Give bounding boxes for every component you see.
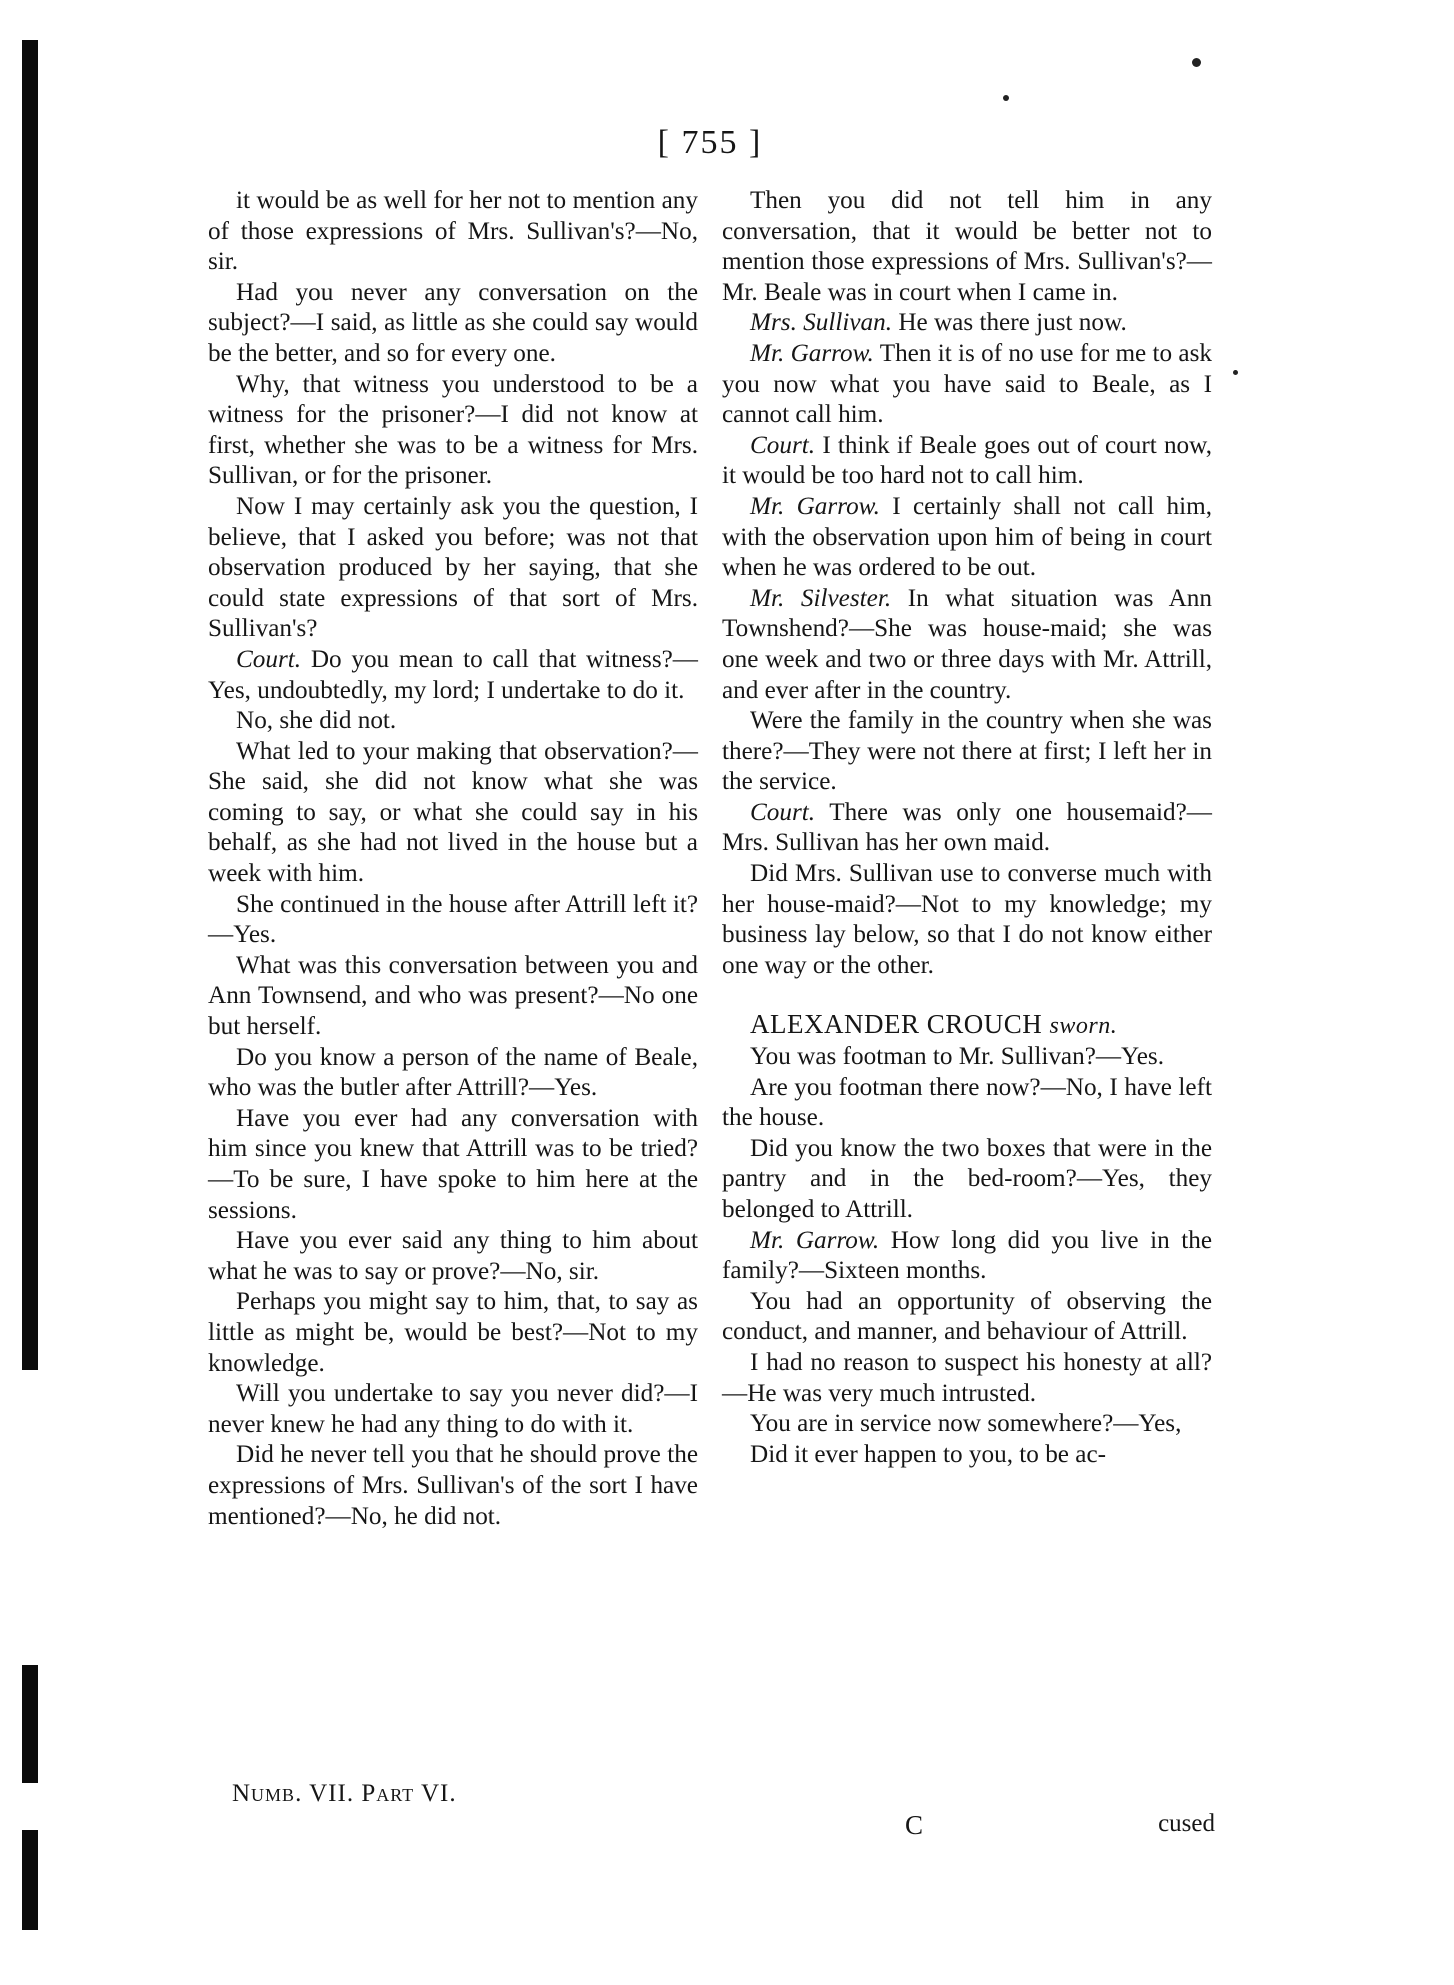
paragraph <box>722 308 1212 339</box>
paragraph <box>722 492 1212 584</box>
sworn-label: sworn. <box>1049 1013 1118 1040</box>
right-column-lower <box>722 1042 1212 1470</box>
paragraph <box>208 890 698 951</box>
witness-name: ALEXANDER CROUCH <box>750 1009 1043 1040</box>
paragraph <box>208 1043 698 1104</box>
paragraph <box>208 370 698 492</box>
paragraph-text: Had you never any conversation on the subject?—I said, as little as she could say would be the better, and so for every one. <box>208 278 698 367</box>
speaker-label: Mr. Garrow. <box>750 492 880 520</box>
paragraph <box>722 1073 1212 1134</box>
paragraph-text: What led to your making that observation?—She said, she did not know what she was coming to say, or what she could say in his behalf, as she had not lived in the house but a week with him. <box>208 737 698 888</box>
paragraph-text: In what situation was Ann Townshend?—She was house-maid; she was one week and two or three days with Mr. Attrill, and ever after in the country. <box>722 584 1212 704</box>
paragraph-text: Then you did not tell him in any conversation, that it would be better not to mention those expressions of Mrs. Sullivan's?—Mr. Beale was in court when I came in. <box>722 187 1212 306</box>
paragraph <box>208 951 698 1043</box>
paragraph <box>208 737 698 890</box>
paragraph-text: it would be as well for her not to mention any of those expressions of Mrs. Sullivan's?—No, sir. <box>208 187 698 276</box>
signature-line: Numb. VII. Part VI. <box>232 1780 457 1807</box>
witness-sworn-heading <box>722 1009 1212 1042</box>
paragraph <box>722 1042 1212 1073</box>
paragraph <box>208 1287 698 1379</box>
paragraph-text: Have you ever said any thing to him about what he was to say or prove?—No, sir. <box>208 1227 698 1285</box>
speaker-label: Court. <box>750 431 816 459</box>
speaker-label: Mr. Garrow. <box>750 339 874 367</box>
catchword: cused <box>1158 1810 1215 1837</box>
paragraph <box>208 1379 698 1440</box>
paragraph <box>722 859 1212 981</box>
paragraph-text: Did Mrs. Sullivan use to converse much with her house-maid?—Not to my knowledge; my business lay below, so that I do not know either one way or the other. <box>722 860 1212 979</box>
speaker-label: Mrs. Sullivan. <box>750 309 893 337</box>
paragraph <box>722 1348 1212 1409</box>
paragraph <box>208 186 698 278</box>
paragraph-text: How long did you live in the family?—Sixteen months. <box>722 1226 1213 1285</box>
scan-edge-bar <box>22 1665 38 1783</box>
scan-edge-bar <box>22 1830 38 1930</box>
paragraph-text: There was only one housemaid?—Mrs. Sullivan has her own maid. <box>722 798 1212 857</box>
paragraph-text: Will you undertake to say you never did?—I never knew he had any thing to do with it. <box>208 1380 698 1438</box>
paragraph-text: You are in service now somewhere?—Yes, <box>750 1410 1182 1438</box>
speaker-label: Mr. Garrow. <box>750 1226 880 1254</box>
paragraph <box>208 645 698 706</box>
paragraph-text: Were the family in the country when she was there?—They were not there at first; I left her in the service. <box>722 707 1212 796</box>
paragraph-text: You was footman to Mr. Sullivan?—Yes. <box>750 1043 1165 1071</box>
paragraph-text: Why, that witness you understood to be a witness for the prisoner?—I did not know at first, whether she was to be a witness for Mrs. Sullivan, or for the prisoner. <box>208 370 698 490</box>
speaker-label: Court. <box>750 798 816 826</box>
paragraph <box>208 1226 698 1287</box>
paragraph-text: I had no reason to suspect his honesty at all?—He was very much intrusted. <box>722 1348 1212 1407</box>
scan-speck <box>1003 95 1009 101</box>
paragraph-text: Now I may certainly ask you the question, I believe, that I asked you before; was not that observation produced by her saying, that she could state expressions of that sort of Mrs. Sullivan's? <box>208 492 698 643</box>
paragraph-text: Did you know the two boxes that were in the pantry and in the bed-room?—Yes, they belonged to Attrill. <box>722 1134 1212 1223</box>
paragraph <box>722 706 1212 798</box>
paragraph <box>208 1104 698 1226</box>
paragraph <box>208 1440 698 1532</box>
left-column <box>208 186 698 1532</box>
paragraph <box>722 798 1212 859</box>
paragraph <box>722 1409 1212 1440</box>
speaker-label: Mr. Silvester. <box>750 584 892 612</box>
paragraph <box>208 492 698 645</box>
right-column-upper <box>722 186 1212 981</box>
scan-speck <box>1233 370 1238 375</box>
paragraph-text: No, she did not. <box>236 707 397 735</box>
paragraph-text: She continued in the house after Attrill left it?—Yes. <box>208 890 698 949</box>
paragraph <box>722 186 1212 308</box>
paragraph-text: Did it ever happen to you, to be ac- <box>750 1440 1107 1468</box>
right-column <box>722 186 1212 1470</box>
paragraph-text: Are you footman there now?—No, I have left the house. <box>722 1073 1212 1132</box>
paragraph-text: Perhaps you might say to him, that, to say as little as might be, would be best?—Not to my knowledge. <box>208 1288 698 1377</box>
speaker-label: Court. <box>236 645 302 673</box>
paragraph <box>208 706 698 737</box>
paragraph <box>722 339 1212 431</box>
paragraph <box>208 278 698 370</box>
footer-catchword-row <box>745 1810 1215 1844</box>
paragraph-text: Then it is of no use for me to ask you now what you have said to Beale, as I cannot call him. <box>722 339 1212 429</box>
page-number: [ 755 ] <box>657 124 763 161</box>
signature-letter: C <box>905 1810 924 1840</box>
paragraph-text: What was this conversation between you and Ann Townsend, and who was present?—No one but herself. <box>208 951 698 1041</box>
paragraph-text: You had an opportunity of observing the conduct, and manner, and behaviour of Attrill. <box>722 1287 1212 1346</box>
paragraph <box>722 1287 1212 1348</box>
paragraph <box>722 431 1212 492</box>
paragraph-text: He was there just now. <box>898 309 1127 337</box>
paragraph-text: I certainly shall not call him, with the observation upon him of being in court when he was ordered to be out. <box>722 492 1213 582</box>
paragraph-text: Did he never tell you that he should prove the expressions of Mrs. Sullivan's of the sort I have mentioned?—No, he did not. <box>208 1441 698 1530</box>
paragraph-text: Have you ever had any conversation with him since you knew that Attrill was to be tried?—To be sure, I have spoke to him here at the sessions. <box>208 1104 698 1224</box>
paragraph <box>722 584 1212 706</box>
paragraph-text: I think if Beale goes out of court now, it would be too hard not to call him. <box>722 431 1213 490</box>
paragraph <box>722 1134 1212 1226</box>
paragraph <box>722 1226 1212 1287</box>
paragraph <box>722 1440 1212 1471</box>
scan-speck <box>1192 58 1201 67</box>
scan-edge-bar <box>22 40 38 1370</box>
paragraph-text: Do you know a person of the name of Beale, who was the butler after Attrill?—Yes. <box>208 1043 698 1102</box>
paragraph-text: Do you mean to call that witness?—Yes, undoubtedly, my lord; I undertake to do it. <box>208 645 698 704</box>
